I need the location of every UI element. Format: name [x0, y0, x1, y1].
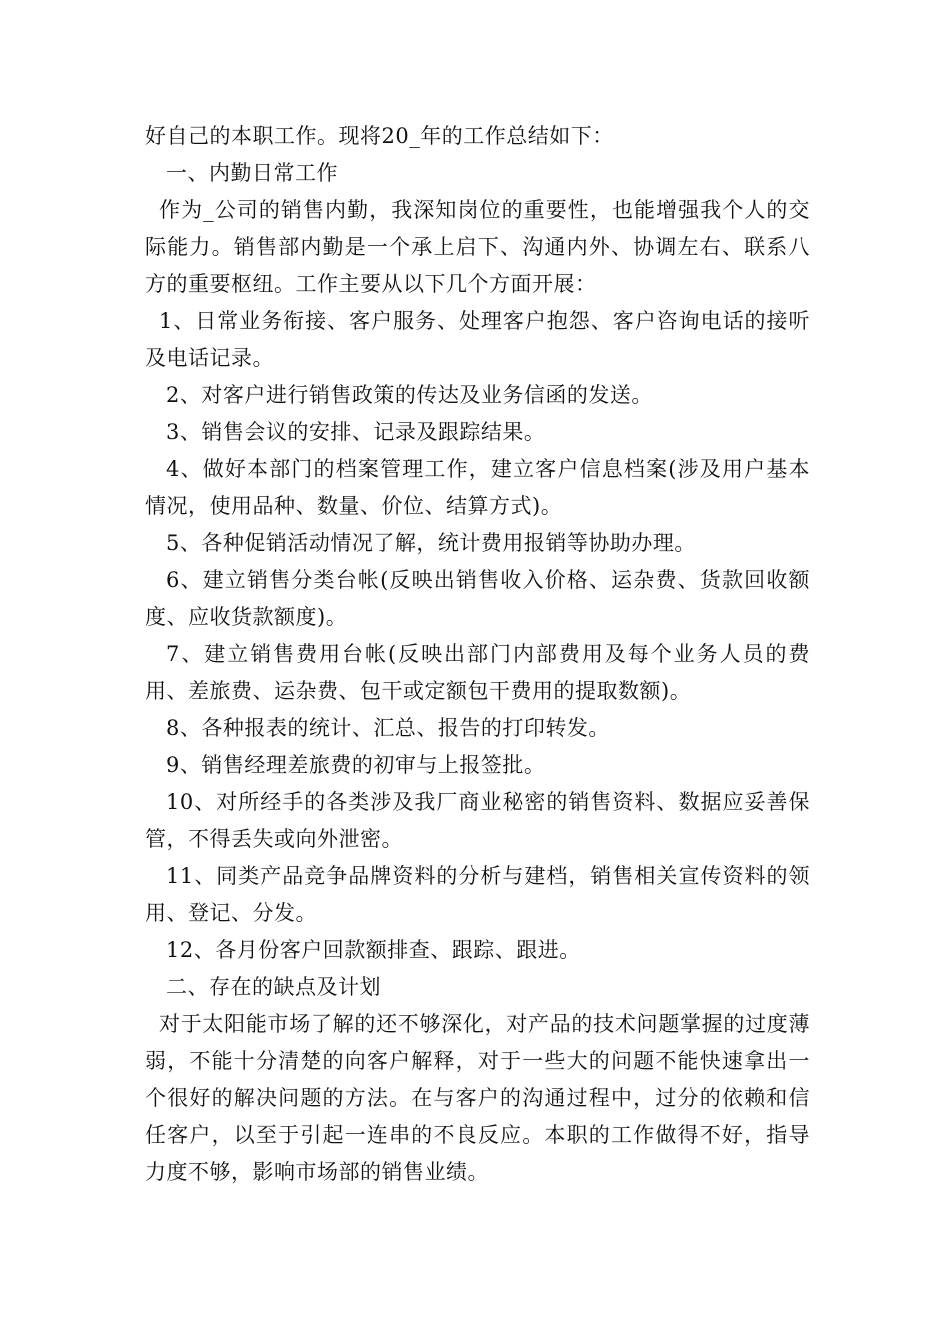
list-item-4: 4、做好本部门的档案管理工作，建立客户信息档案(涉及用户基本情况，使用品种、数量、价位、结算方式)。 [145, 457, 810, 518]
list-item-2: 2、对客户进行销售政策的传达及业务信函的发送。 [166, 383, 653, 407]
paragraph-intro: 好自己的本职工作。现将20_年的工作总结如下： [145, 124, 614, 148]
list-item-8: 8、各种报表的统计、汇总、报告的打印转发。 [166, 716, 610, 740]
section-heading-shortcomings: 二、存在的缺点及计划 [166, 975, 381, 999]
list-item-5: 5、各种促销活动情况了解，统计费用报销等协助办理。 [166, 531, 696, 555]
section-heading-daily-work: 一、内勤日常工作 [166, 161, 338, 185]
list-item-7: 7、建立销售费用台帐(反映出部门内部费用及每个业务人员的费用、差旅费、运杂费、包干或定额包干费用的提取数额)。 [145, 642, 810, 703]
list-item-1: 1、日常业务衔接、客户服务、处理客户抱怨、客户咨询电话的接听及电话记录。 [145, 309, 810, 370]
list-item-10: 10、对所经手的各类涉及我厂商业秘密的销售资料、数据应妥善保管，不得丢失或向外泄密。 [145, 790, 810, 851]
document-body [145, 118, 810, 1191]
list-item-3: 3、销售会议的安排、记录及跟踪结果。 [166, 420, 546, 444]
list-item-6: 6、建立销售分类台帐(反映出销售收入价格、运杂费、货款回收额度、应收货款额度)。 [145, 568, 810, 629]
paragraph-role: 作为_公司的销售内勤，我深知岗位的重要性，也能增强我个人的交际能力。销售部内勤是一个承上启下、沟通内外、协调左右、联系八方的重要枢纽。工作主要从以下几个方面开展： [145, 198, 810, 296]
list-item-11: 11、同类产品竞争品牌资料的分析与建档，销售相关宣传资料的领用、登记、分发。 [145, 864, 810, 925]
list-item-9: 9、销售经理差旅费的初审与上报签批。 [166, 753, 546, 777]
list-item-12: 12、各月份客户回款额排查、跟踪、跟进。 [166, 938, 581, 962]
paragraph-shortcomings: 对于太阳能市场了解的还不够深化，对产品的技术问题掌握的过度薄弱，不能十分清楚的向客户解释，对于一些大的问题不能快速拿出一个很好的解决问题的方法。在与客户的沟通过程中，过分的依赖和信任客户，以至于引起一连串的不良反应。本职的工作做得不好，指导力度不够，影响市场部的销售业绩。 [145, 1012, 810, 1184]
